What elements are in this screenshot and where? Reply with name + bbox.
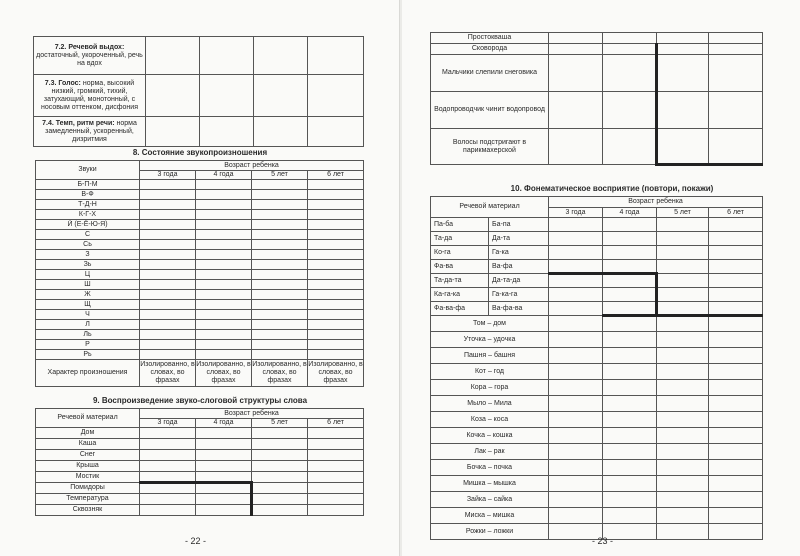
sentence-cell: Водопроводчик чинит водопровод [431,92,549,129]
sound-cell: Б-П-М [36,180,140,190]
word-cell: Коза – коса [431,412,549,428]
pair-a: Та-да-та [431,274,489,288]
sound-cell: Рь [36,350,140,360]
speech-row-label: 7.4. Темп, ритм речи: норма замедленный, ускоренный, дизритмия [34,117,146,147]
word-cell: Лак – рак [431,444,549,460]
word-cell: Простокваша [431,33,549,44]
sound-cell: Зь [36,260,140,270]
col-header: Звуки [36,161,140,180]
word-cell: Зайка – сайка [431,492,549,508]
section-9-title: 9. Воспроизведение звуко-слоговой структуры слова [92,396,308,405]
word-cell: Каша [36,439,140,450]
char-cell: Изолированно, в словах, во фразах [196,360,252,387]
sound-cell: Й (Е-Ё-Ю-Я) [36,220,140,230]
page-number: - 23 - [592,536,614,546]
sentence-cell: Мальчики слепили снеговика [431,55,549,92]
sound-cell: Сь [36,240,140,250]
pair-b: Да-та-да [489,274,549,288]
sound-cell: Р [36,340,140,350]
pair-b: Ва-фа [489,260,549,274]
char-cell: Изолированно, в словах, во фразах [308,360,364,387]
age-col: 5 лет [657,208,709,218]
pair-b: Га-ка [489,246,549,260]
pair-a: Фа-ва-фа [431,302,489,316]
sentence-cell: Волосы подстригают в парикмахерской [431,129,549,165]
char-label: Характер произношения [36,360,140,387]
age-col: 4 года [196,419,252,428]
sound-cell: В-Ф [36,190,140,200]
sound-cell: З [36,250,140,260]
age-col: 5 лет [252,419,308,428]
word-cell: Снег [36,450,140,461]
sound-cell: Ш [36,280,140,290]
word-cell: Рожки – ложки [431,524,549,540]
word-cell: Бочка – почка [431,460,549,476]
col-header: Речевой материал [431,197,549,218]
sound-cell: Т-Д-Н [36,200,140,210]
pair-b: Га-ка-га [489,288,549,302]
age-header: Возраст ребенка [140,409,364,419]
word-cell: Кочка – кошка [431,428,549,444]
pair-a: Фа-ва [431,260,489,274]
char-cell: Изолированно, в словах, во фразах [252,360,308,387]
sound-table [35,160,364,387]
pair-b: Ва-фа-ва [489,302,549,316]
age-col: 5 лет [252,171,308,180]
char-cell: Изолированно, в словах, во фразах [140,360,196,387]
syllable-table [35,408,364,516]
section-8-title: 8. Состояние звукопроизношения [132,148,268,157]
word-cell: Сквозняк [36,505,140,516]
sound-cell: Щ [36,300,140,310]
sound-cell: Ц [36,270,140,280]
age-header: Возраст ребенка [549,197,763,208]
word-cell: Пашня – башня [431,348,549,364]
age-col: 3 года [549,208,603,218]
page-number: - 22 - [185,536,207,546]
sound-cell: Ч [36,310,140,320]
age-header: Возраст ребенка [140,161,364,171]
age-col: 6 лет [709,208,763,218]
pair-a: Па-ба [431,218,489,232]
sound-cell: С [36,230,140,240]
col-header: Речевой материал [36,409,140,428]
word-cell: Том – дом [431,316,549,332]
sound-cell: Ль [36,330,140,340]
age-col: 6 лет [308,171,364,180]
word-cell: Дом [36,428,140,439]
sound-cell: Л [36,320,140,330]
pair-a: Ко-га [431,246,489,260]
sentence-table [430,32,763,166]
age-col: 3 года [140,171,196,180]
age-col: 4 года [603,208,657,218]
pair-a: Та-да [431,232,489,246]
word-cell: Кот – год [431,364,549,380]
pair-a: Ка-га-ка [431,288,489,302]
word-cell: Помидоры [36,483,140,494]
speech-row-label: 7.2. Речевой выдох: достаточный, укороченный, речь на вдох [34,37,146,75]
sound-cell: Ж [36,290,140,300]
phonemic-table [430,196,763,540]
age-col: 3 года [140,419,196,428]
right-page [402,0,800,556]
section-10-title: 10. Фонематическое восприятие (повтори, покажи) [510,184,714,193]
speech-row-label: 7.3. Голос: норма, высокий низкий, громкий, тихий, затухающий, монотонный, с носовым оттенком, дисфония [34,75,146,117]
word-cell: Мыло – Мила [431,396,549,412]
word-cell: Сковорода [431,44,549,55]
word-cell: Миска – мишка [431,508,549,524]
word-cell: Температура [36,494,140,505]
word-cell: Мостик [36,472,140,483]
pair-b: Да-та [489,232,549,246]
age-col: 4 года [196,171,252,180]
sound-cell: К-Г-Х [36,210,140,220]
speech-table [33,36,364,147]
word-cell: Мишка – мышка [431,476,549,492]
word-cell: Крыша [36,461,140,472]
word-cell: Уточка – удочка [431,332,549,348]
age-col: 6 лет [308,419,364,428]
word-cell: Кора – гора [431,380,549,396]
pair-b: Ба-па [489,218,549,232]
